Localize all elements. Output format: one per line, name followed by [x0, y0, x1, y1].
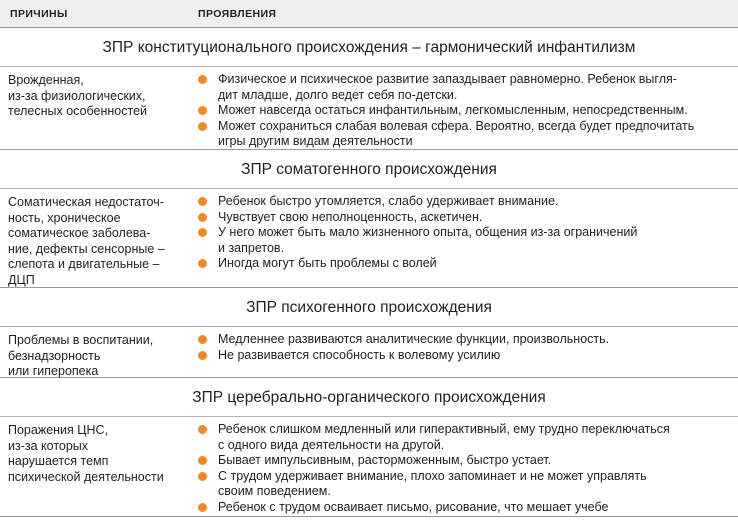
- item-text: [218, 469, 728, 500]
- item-line: Ребенок с трудом осваивает письмо, рисование, что мешает учебе: [218, 499, 609, 514]
- item-line: с одного вида деятельности на другой.: [218, 437, 445, 452]
- item-text: [218, 103, 728, 119]
- manifestations-list: [198, 194, 728, 272]
- cause-line: ние, дефекты сенсорные –: [8, 241, 165, 256]
- item-text: [218, 194, 728, 210]
- bullet-dot-icon: [198, 228, 207, 237]
- cause-line: безнадзорность: [8, 348, 101, 363]
- cause-cell: [8, 195, 188, 289]
- cause-line: или гиперопека: [8, 364, 99, 379]
- item-line: Иногда могут быть проблемы с волей: [218, 256, 437, 271]
- bullet-dot-icon: [198, 503, 207, 512]
- manifestations-list: [198, 422, 728, 516]
- bullet-dot-icon: [198, 75, 207, 84]
- section-row: [0, 327, 738, 378]
- item-line: Бывает импульсивным, расторможенным, быстро устает.: [218, 453, 552, 468]
- item-line: своим поведением.: [218, 484, 331, 499]
- item-line: У него может быть мало жизненного опыта, общения из-за ограничений: [218, 225, 638, 240]
- item-line: Не развивается способность к волевому усилию: [218, 347, 501, 362]
- manifestations-list: [198, 72, 728, 150]
- list-item: [198, 422, 728, 453]
- cause-line: Врожденная,: [8, 73, 84, 87]
- list-item: [198, 469, 728, 500]
- manifestations-list: [198, 332, 728, 363]
- item-text: [218, 500, 728, 516]
- list-item: [198, 256, 728, 272]
- list-item: [198, 453, 728, 469]
- item-text: [218, 119, 728, 150]
- section-row: [0, 189, 738, 288]
- cause-line: нарушается темп: [8, 454, 109, 469]
- item-text: [218, 210, 728, 226]
- list-item: [198, 119, 728, 150]
- cause-line: телесных особенностей: [8, 104, 148, 119]
- item-text: [218, 332, 728, 348]
- item-text: [218, 422, 728, 453]
- cause-cell: [8, 333, 188, 380]
- cause-cell: [8, 73, 188, 120]
- cause-cell: [8, 423, 188, 485]
- item-text: [218, 256, 728, 272]
- item-line: Может навсегда остаться инфантильным, легкомысленным, непосредственным.: [218, 103, 688, 118]
- item-line: игры другим видам деятельности: [218, 134, 413, 149]
- item-text: [218, 453, 728, 469]
- item-text: [218, 348, 728, 364]
- causes-column-header: ПРИЧИНЫ: [10, 8, 68, 20]
- cause-line: соматическое заболева-: [8, 226, 151, 241]
- item-line: Чувствует свою неполноценность, аскетичен.: [218, 209, 483, 224]
- section-title: ЗПР конституционального происхождения – гармонический инфантилизм: [0, 29, 738, 67]
- section-title: ЗПР психогенного происхождения: [0, 289, 738, 327]
- cause-line: ДЦП: [8, 272, 35, 287]
- list-item: [198, 210, 728, 226]
- item-line: Ребенок слишком медленный или гиперактивный, ему трудно переключаться: [218, 422, 670, 436]
- cause-line: Соматическая недостаточ-: [8, 195, 164, 209]
- bullet-dot-icon: [198, 106, 207, 115]
- bullet-dot-icon: [198, 122, 207, 131]
- cause-line: Проблемы в воспитании,: [8, 333, 154, 347]
- cause-line: психической деятельности: [8, 469, 164, 484]
- list-item: [198, 500, 728, 516]
- list-item: [198, 194, 728, 210]
- bullet-dot-icon: [198, 472, 207, 481]
- list-item: [198, 103, 728, 119]
- cause-line: из-за физиологических,: [8, 88, 146, 103]
- bullet-dot-icon: [198, 351, 207, 360]
- cause-line: из-за которых: [8, 438, 89, 453]
- bullet-dot-icon: [198, 425, 207, 434]
- section-title: ЗПР соматогенного происхождения: [0, 151, 738, 189]
- item-line: Физическое и психическое развитие запаздывает равномерно. Ребенок выгля-: [218, 72, 677, 86]
- cause-line: слепота и двигательные –: [8, 257, 160, 272]
- bullet-dot-icon: [198, 197, 207, 206]
- item-line: Ребенок быстро утомляется, слабо удерживает внимание.: [218, 194, 559, 208]
- item-line: Может сохраниться слабая волевая сфера. Вероятно, всегда будет предпочитать: [218, 118, 695, 133]
- item-line: Медленнее развиваются аналитические функции, произвольность.: [218, 332, 610, 346]
- cause-line: ность, хроническое: [8, 210, 121, 225]
- bullet-dot-icon: [198, 335, 207, 344]
- item-text: [218, 225, 728, 256]
- list-item: [198, 72, 728, 103]
- cause-line: Поражения ЦНС,: [8, 423, 109, 437]
- item-line: С трудом удерживает внимание, плохо запоминает и не может управлять: [218, 468, 647, 483]
- bullet-dot-icon: [198, 456, 207, 465]
- item-text: [218, 72, 728, 103]
- list-item: [198, 225, 728, 256]
- item-line: и запретов.: [218, 240, 285, 255]
- section-title: ЗПР церебрально-органического происхождения: [0, 379, 738, 417]
- section-row: [0, 417, 738, 517]
- bullet-dot-icon: [198, 259, 207, 268]
- bullet-dot-icon: [198, 213, 207, 222]
- list-item: [198, 348, 728, 364]
- manifestations-column-header: ПРОЯВЛЕНИЯ: [198, 8, 277, 20]
- list-item: [198, 332, 728, 348]
- table-header: [0, 0, 738, 28]
- section-row: [0, 67, 738, 150]
- item-line: дит младше, долго ведет себя по-детски.: [218, 87, 458, 102]
